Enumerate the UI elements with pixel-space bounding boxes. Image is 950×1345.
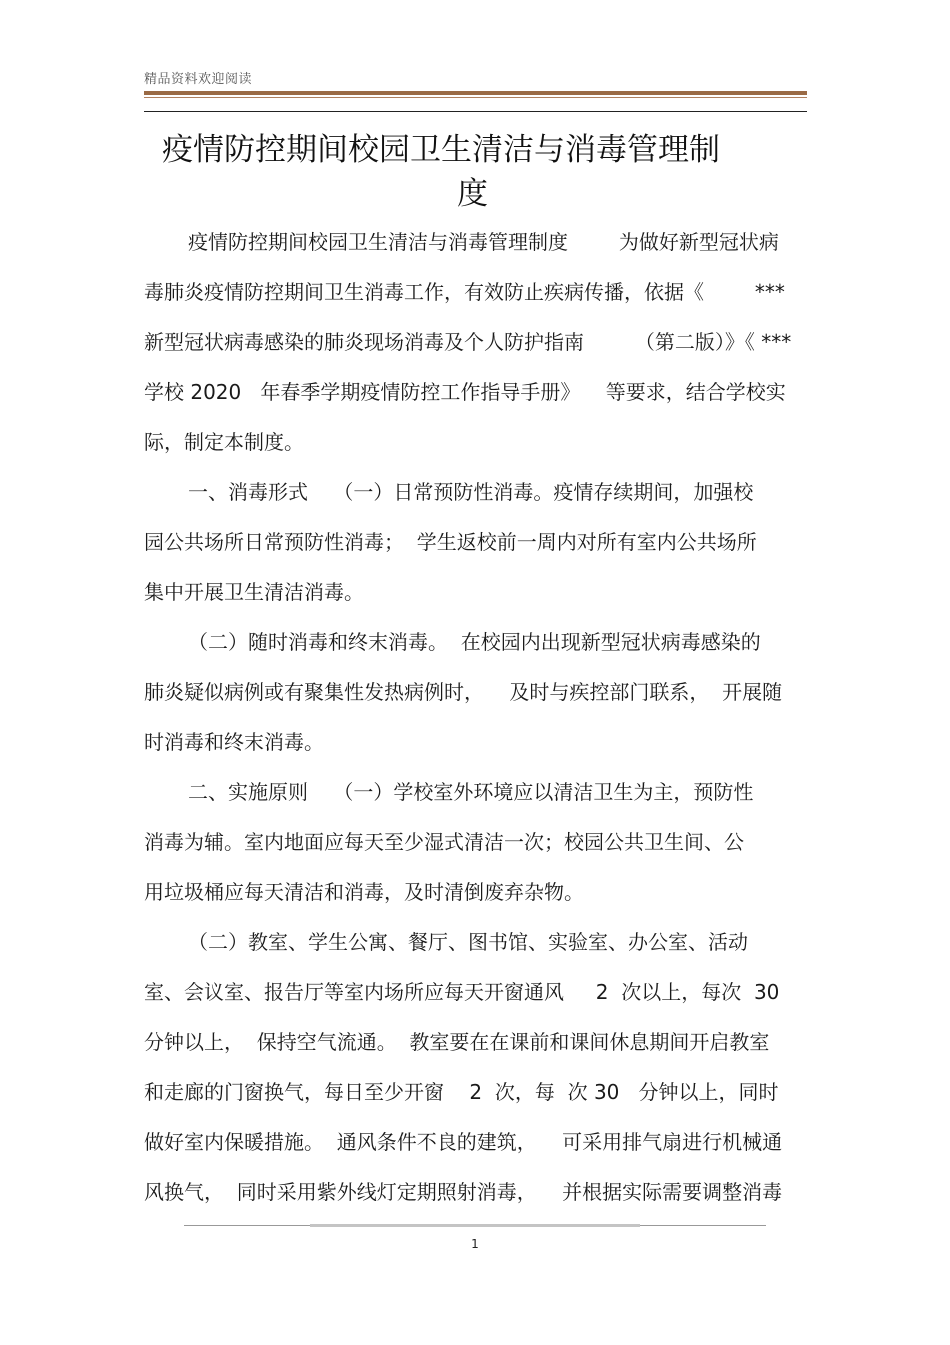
body-line: 际，制定本制度。	[144, 430, 304, 454]
body-line: 一、消毒形式 （一）日常预防性消毒。疫情存续期间，加强校	[188, 480, 754, 504]
header-rule-black	[144, 111, 807, 112]
document-title	[140, 128, 805, 216]
body-line: （二）教室、学生公寓、餐厅、图书馆、实验室、办公室、活动	[188, 930, 748, 954]
body-line: 时消毒和终末消毒。	[144, 730, 324, 754]
body-line: 风换气， 同时采用紫外线灯定期照射消毒， 并根据实际需要调整消毒	[144, 1180, 783, 1204]
body-line: 园公共场所日常预防性消毒； 学生返校前一周内对所有室内公共场所	[144, 530, 757, 554]
body-line: 毒肺炎疫情防控期间卫生消毒工作，有效防止疾病传播，依据《 ***	[144, 280, 785, 304]
body-line: 学校 2020 年春季学期疫情防控工作指导手册》 等要求，结合学校实	[144, 380, 786, 404]
document-body	[144, 222, 809, 1222]
footer-rule-accent	[310, 1224, 640, 1227]
body-line: 室、会议室、报告厅等室内场所应每天开窗通风 2 次以上，每次 30	[144, 980, 780, 1004]
body-line: 肺炎疑似病例或有聚集性发热病例时， 及时与疾控部门联系， 开展随	[144, 680, 783, 704]
page-number: 1	[471, 1237, 479, 1251]
body-line: 疫情防控期间校园卫生清洁与消毒管理制度 为做好新型冠状病	[188, 230, 779, 254]
body-line: 集中开展卫生清洁消毒。	[144, 580, 364, 604]
title-line-1: 疫情防控期间校园卫生清洁与消毒管理制	[162, 132, 720, 168]
body-line: 用垃圾桶应每天清洁和消毒，及时清倒废弃杂物。	[144, 880, 584, 904]
title-line-2: 度	[457, 176, 488, 212]
body-line: 新型冠状病毒感染的肺炎现场消毒及个人防护指南 （第二版）》《 ***	[144, 330, 792, 354]
header-rule-thick	[144, 91, 807, 95]
body-line: 二、实施原则 （一）学校室外环境应以清洁卫生为主，预防性	[188, 780, 754, 804]
body-line: （二）随时消毒和终末消毒。 在校园内出现新型冠状病毒感染的	[188, 630, 761, 654]
body-line: 消毒为辅。室内地面应每天至少湿式清洁一次；校园公共卫生间、公	[144, 830, 744, 854]
header-rule-thin	[144, 97, 807, 98]
page-header-text: 精品资料欢迎阅读	[144, 72, 253, 87]
body-line: 和走廊的门窗换气，每日至少开窗 2 次，每 次 30 分钟以上，同时	[144, 1080, 779, 1104]
body-line: 分钟以上， 保持空气流通。 教室要在在课前和课间休息期间开启教室	[144, 1030, 770, 1054]
body-line: 做好室内保暖措施。 通风条件不良的建筑， 可采用排气扇进行机械通	[144, 1130, 783, 1154]
